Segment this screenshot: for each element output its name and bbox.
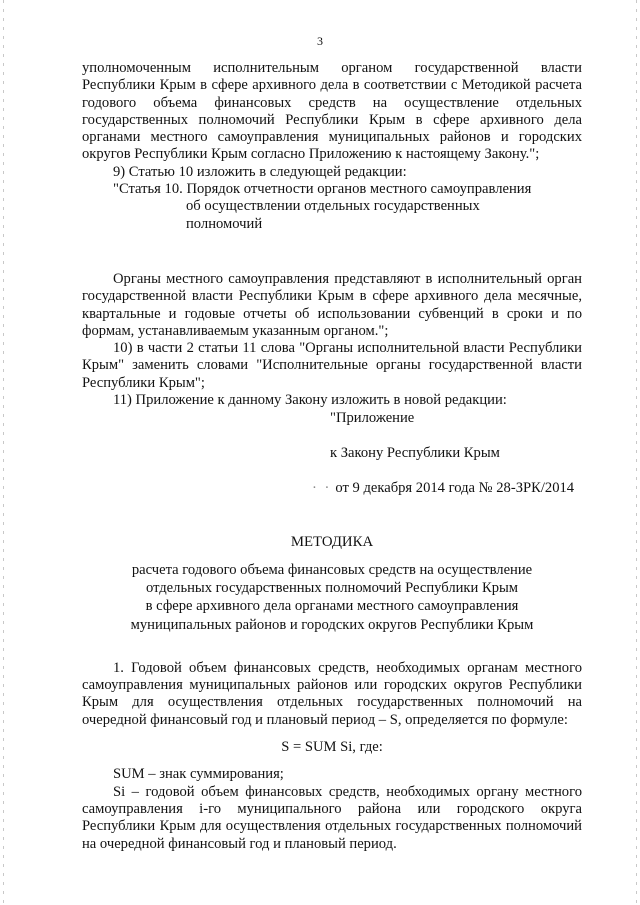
scan-dots: · · — [312, 480, 332, 497]
methodology-subtitle-line-2: отдельных государственных полномочий Республики Крым — [145, 579, 519, 596]
article-title-line-1: Порядок отчетности органов местного самоуправления — [186, 181, 532, 198]
paragraph-article-body: Органы местного самоуправления представляют в исполнительный орган государственной власти Республики Крым в сфере архивного дела месячные, квартальные и годовые отчеты об использовании субвенций в сроки и по формам, устанавливаемым указанным органом."; — [82, 270, 582, 339]
appendix-line-1: "Приложение — [330, 410, 415, 427]
paragraph-1: 1. Годовой объем финансовых средств, необходимых органам местного самоуправления муниципальных районов или городских округов Республики Крым для осуществления отдельных государственных полномочий на очередной финансовый год и плановый период – S, определяется по формуле: — [82, 659, 582, 728]
article-title-line-2: об осуществлении отдельных государственных — [186, 198, 480, 215]
methodology-subtitle-line-1: расчета годового объема финансовых средств на осуществление — [131, 561, 533, 578]
paragraph-item-11: 11) Приложение к данному Закону изложить в новой редакции: — [113, 392, 507, 409]
methodology-subtitle — [82, 561, 582, 634]
page-number: 3 — [317, 34, 323, 48]
definition-sum: SUM – знак суммирования; — [113, 766, 284, 783]
paragraph-item-9: 9) Статью 10 изложить в следующей редакции: — [113, 163, 407, 180]
methodology-subtitle-line-4: муниципальных районов и городских округов Республики Крым — [130, 616, 534, 633]
article-title-line-3: полномочий — [186, 215, 263, 232]
appendix-header — [312, 409, 582, 497]
paragraph-item-10: 10) в части 2 статьи 11 слова "Органы исполнительной власти Республики Крым" заменить словами "Исполнительные органы государственной власти Республики Крым"; — [82, 340, 582, 391]
appendix-line-2: к Закону Республики Крым — [330, 445, 500, 462]
appendix-line-3: · · от 9 декабря 2014 года № 28-ЗРК/2014 — [312, 480, 575, 497]
document-body — [82, 60, 582, 853]
definition-si: Si – годовой объем финансовых средств, необходимых органу местного самоуправления i-го муниципального района или городского округа Республики Крым для осуществления отдельных государственных полномочий на очередной финансовый год и плановый период. — [82, 783, 582, 852]
scan-edge-right — [636, 0, 637, 905]
methodology-title: МЕТОДИКА — [290, 534, 374, 551]
article-10-heading — [82, 181, 582, 198]
formula: S = SUM Si, где: — [281, 739, 383, 756]
article-label: "Статья 10. — [113, 181, 183, 198]
paragraph-continuation: уполномоченным исполнительным органом государственной власти Республики Крым в сфере архивного дела в соответствии с Методикой расчета годового объема финансовых средств на осуществление отдельных государственных полномочий Республики Крым в сфере архивного дела органами местного самоуправления муниципальных районов и городских округов Республики Крым согласно Приложению к настоящему Закону."; — [82, 60, 582, 163]
scan-edge-left — [3, 0, 4, 905]
methodology-subtitle-line-3: в сфере архивного дела органами местного самоуправления — [145, 598, 519, 615]
